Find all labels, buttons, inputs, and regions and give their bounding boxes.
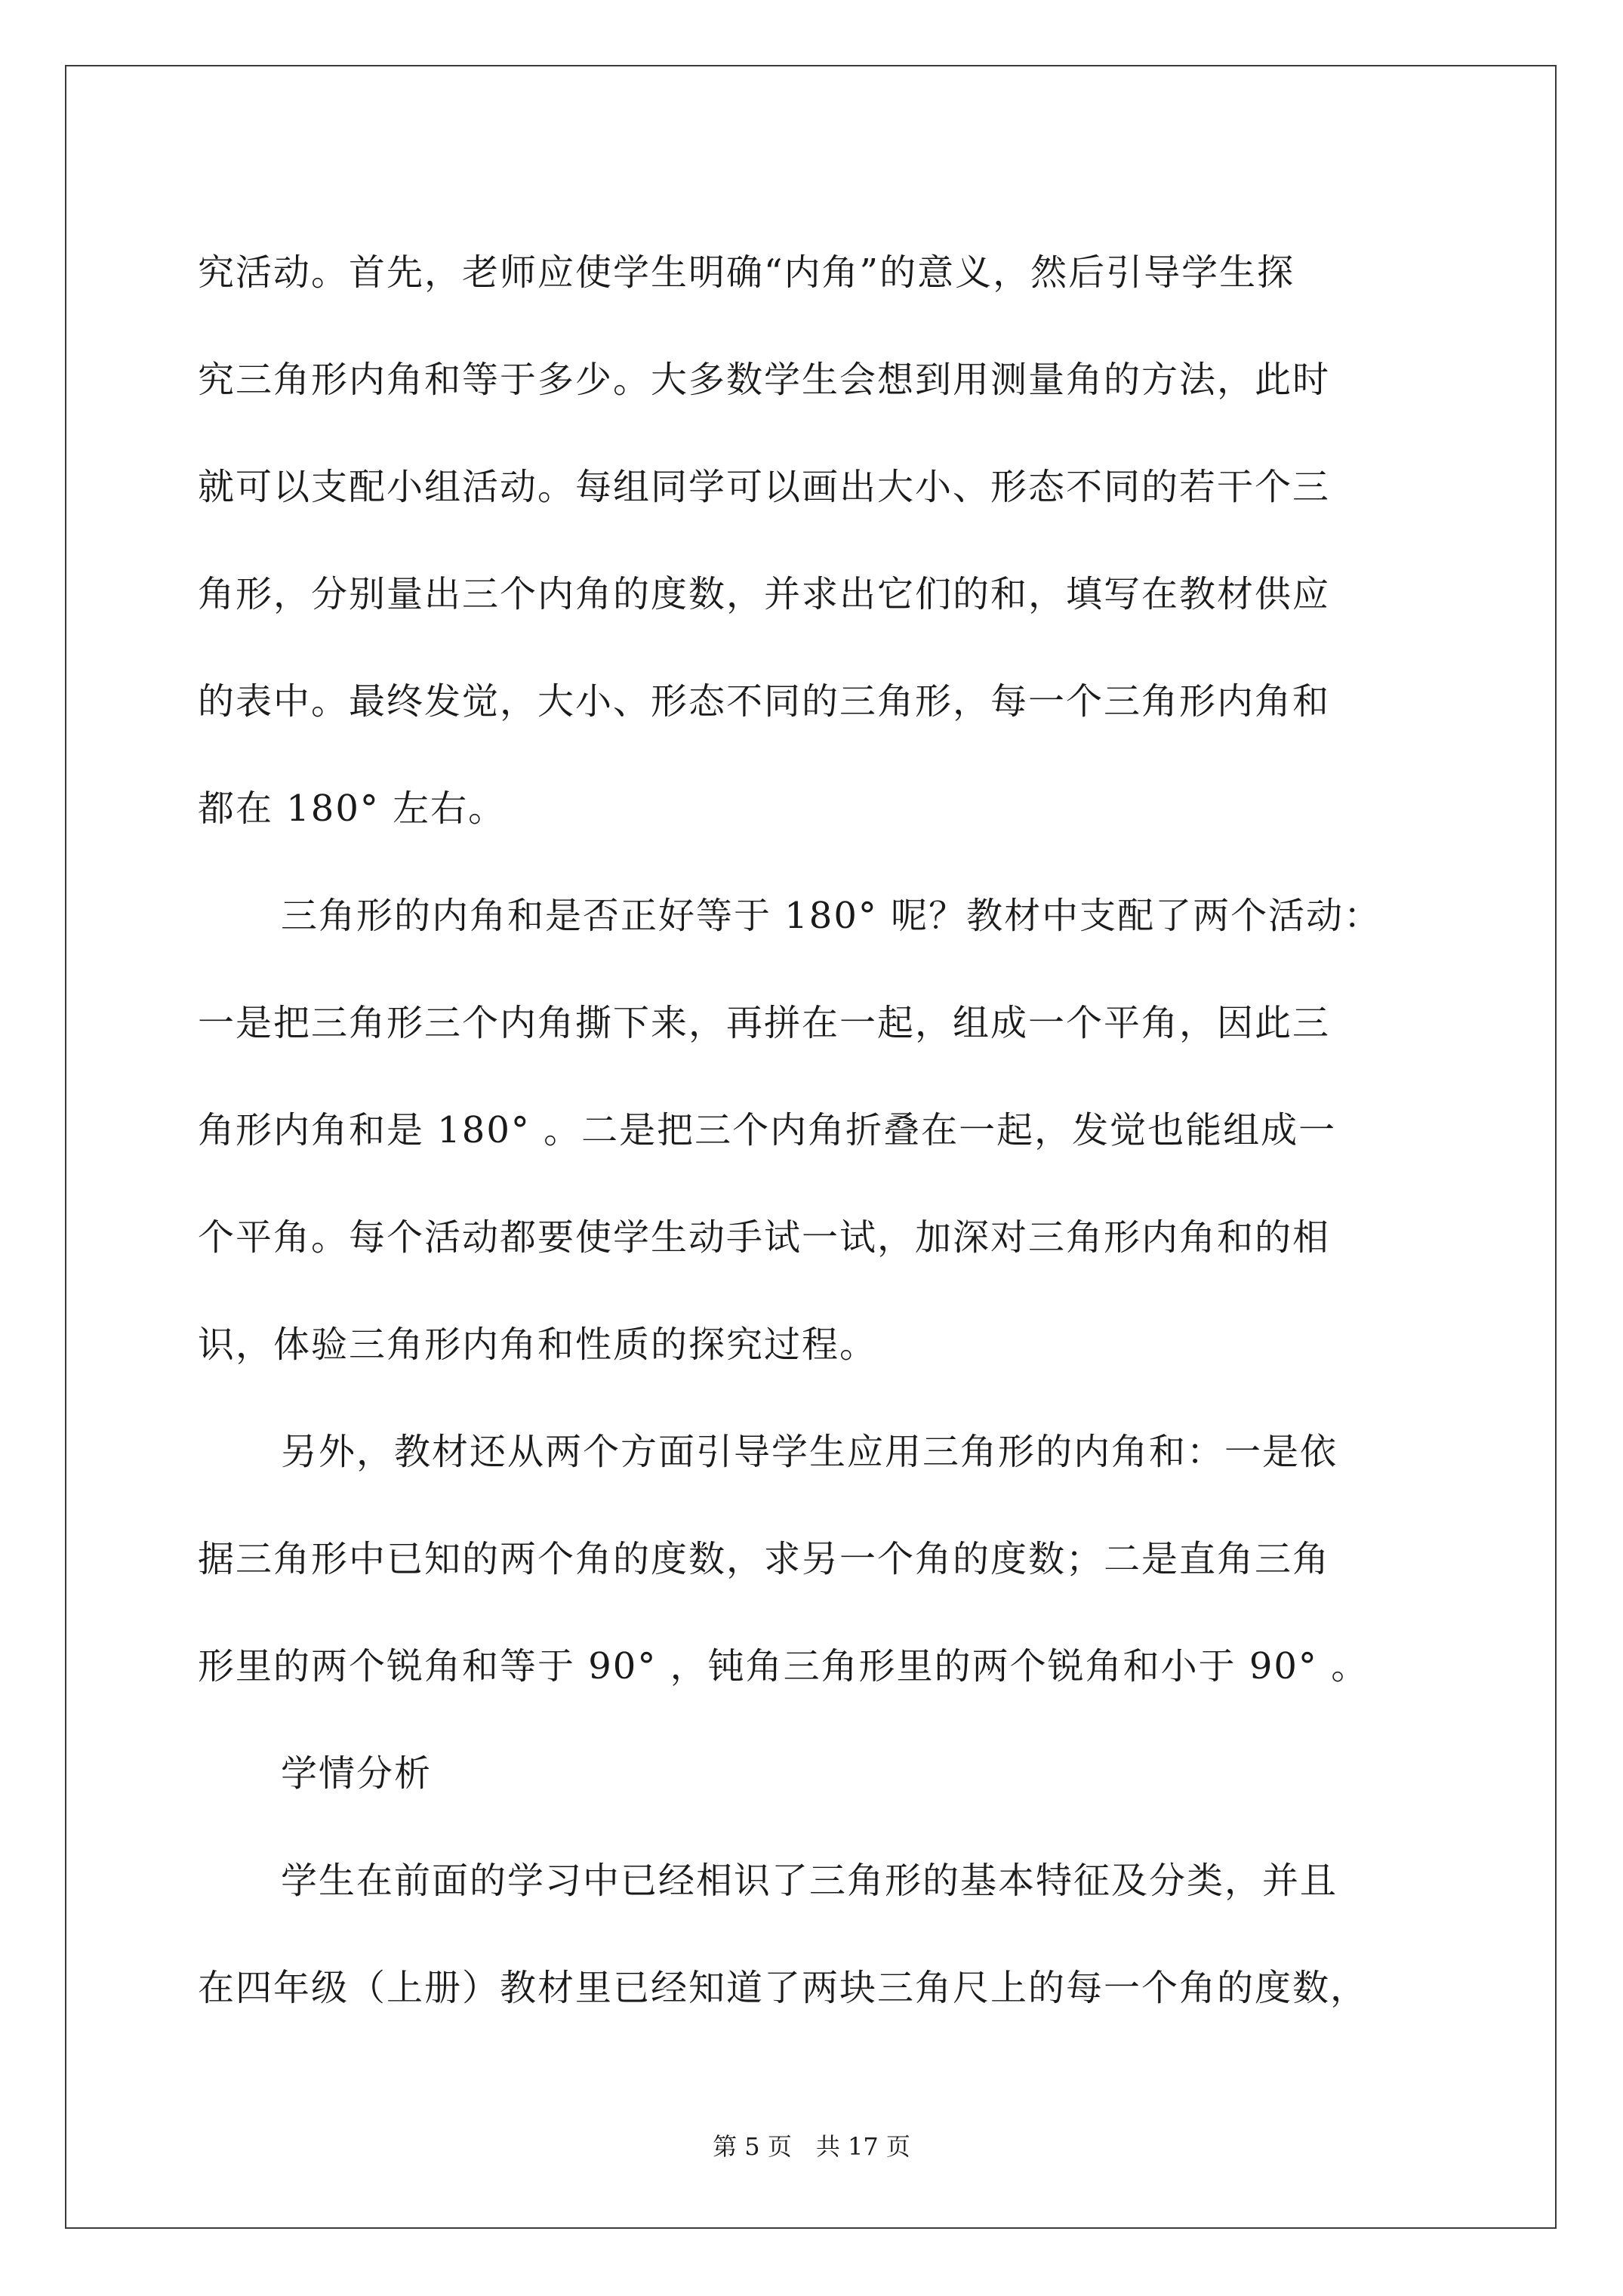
text-line: 一是把三角形三个内角撕下来，再拼在一起，组成一个平角，因此三 xyxy=(198,1002,1331,1044)
text-line: 据三角形中已知的两个角的度数，求另一个角的度数；二是直角三角 xyxy=(198,1538,1331,1580)
text-line: 角形内角和是 180° 。二是把三个内角折叠在一起，发觉也能组成一 xyxy=(198,1109,1337,1151)
text-line: 都在 180° 左右。 xyxy=(198,787,507,830)
document-body xyxy=(198,219,1436,2042)
paragraph-2 xyxy=(198,862,1436,1398)
page-number-footer: 第 5 页 共 17 页 xyxy=(713,2132,910,2161)
paragraph-1 xyxy=(198,219,1436,862)
paragraph-3 xyxy=(198,1398,1436,1720)
text-line: 形里的两个锐角和等于 90° ，钝角三角形里的两个锐角和小于 90° 。 xyxy=(198,1645,1369,1687)
text-line: 学生在前面的学习中已经相识了三角形的基本特征及分类，并且 xyxy=(281,1860,1338,1902)
text-line: 个平角。每个活动都要使学生动手试一试，加深对三角形内角和的相 xyxy=(198,1216,1331,1259)
text-line: 角形，分别量出三个内角的度数，并求出它们的和，填写在教材供应 xyxy=(198,573,1331,615)
paragraph-5 xyxy=(198,1827,1436,2042)
text-line: 在四年级（上册）教材里已经知道了两块三角尺上的每一个角的度数， xyxy=(198,1967,1369,2009)
text-line: 另外，教材还从两个方面引导学生应用三角形的内角和：一是依 xyxy=(281,1431,1338,1473)
text-line: 究活动。首先，老师应使学生明确“内角”的意义，然后引导学生探 xyxy=(198,251,1295,294)
text-line: 识，体验三角形内角和性质的探究过程。 xyxy=(198,1324,878,1366)
text-line: 究三角形内角和等于多少。大多数学生会想到用测量角的方法，此时 xyxy=(198,359,1331,401)
section-heading-text: 学情分析 xyxy=(281,1752,433,1795)
section-heading xyxy=(198,1720,1436,1827)
text-line: 的表中。最终发觉，大小、形态不同的三角形，每一个三角形内角和 xyxy=(198,680,1331,723)
text-line: 就可以支配小组活动。每组同学可以画出大小、形态不同的若干个三 xyxy=(198,466,1331,508)
text-line: 三角形的内角和是否正好等于 180° 呢？教材中支配了两个活动： xyxy=(281,895,1382,937)
